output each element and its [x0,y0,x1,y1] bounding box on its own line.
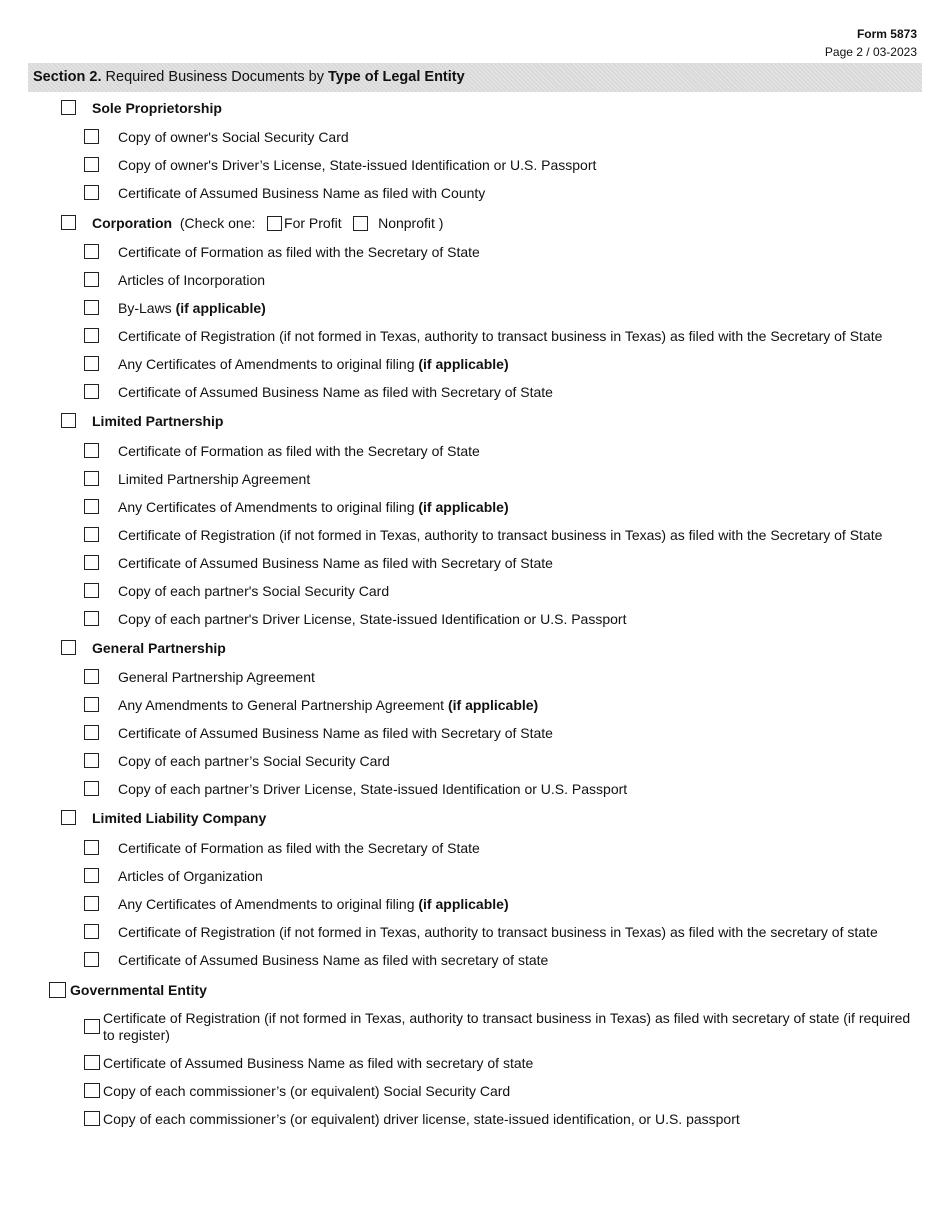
document-label: Copy of each partner's Social Security Card [118,583,390,599]
checkbox[interactable] [84,583,99,598]
document-label: Certificate of Assumed Business Name as filed with Secretary of State [118,725,553,741]
nonprofit-checkbox[interactable] [353,216,368,231]
checkbox[interactable] [84,527,99,542]
checkbox[interactable] [84,924,99,939]
entity-label: Sole Proprietorship [92,100,222,116]
document-label: By-Laws (if applicable) [118,300,266,316]
checkbox[interactable] [84,129,99,144]
checkbox[interactable] [84,384,99,399]
document-label: Limited Partnership Agreement [118,471,311,487]
checkbox[interactable] [84,840,99,855]
document-label: General Partnership Agreement [118,669,315,685]
for-profit-checkbox[interactable] [267,216,282,231]
checkbox[interactable] [84,443,99,458]
checkbox[interactable] [84,669,99,684]
checkbox[interactable] [84,157,99,172]
nonprofit-label: Nonprofit ) [378,215,444,231]
corporation-line [92,213,443,233]
document-label: Articles of Incorporation [118,272,266,288]
checkbox[interactable] [84,356,99,371]
document-label: Certificate of Assumed Business Name as filed with County [118,185,486,201]
document-label: Certificate of Assumed Business Name as filed with Secretary of State [118,555,553,571]
document-label: Certificate of Registration (if not formed in Texas, authority to transact business in Texas) as filed with the Secretary of State [118,328,883,344]
checkbox[interactable] [84,896,99,911]
checkbox[interactable] [84,697,99,712]
document-label: Copy of each partner’s Social Security Card [118,753,390,769]
document-label: Copy of owner's Social Security Card [118,129,349,145]
checkbox[interactable] [84,328,99,343]
checkbox[interactable] [61,413,76,428]
page-info: Page 2 / 03-2023 [824,45,917,59]
document-label: Certificate of Assumed Business Name as filed with Secretary of State [118,384,553,400]
checkbox[interactable] [84,781,99,796]
checkbox[interactable] [84,611,99,626]
entity-label: Limited Partnership [92,413,224,429]
section-2-header [28,63,922,92]
document-label: Copy of each partner's Driver License, State-issued Identification or U.S. Passport [118,611,627,627]
document-label: Certificate of Formation as filed with the Secretary of State [118,244,480,260]
checkbox[interactable] [61,640,76,655]
checkbox[interactable] [49,982,66,998]
document-label: Certificate of Registration (if not formed in Texas, authority to transact business in Texas) as filed with the secretary of state [118,924,878,940]
check-one-label: (Check one: [179,215,256,231]
for-profit-label: For Profit [284,215,342,231]
checkbox[interactable] [84,300,99,315]
form-header [825,27,917,60]
document-label: Copy of each partner’s Driver License, State-issued Identification or U.S. Passport [118,781,628,797]
checkbox[interactable] [84,952,99,967]
document-label: Certificate of Assumed Business Name as filed with secretary of state [118,952,549,968]
checkbox[interactable] [84,1055,100,1070]
section-label: Section 2. [33,69,102,85]
checkbox[interactable] [84,1083,100,1098]
checkbox[interactable] [84,244,99,259]
checkbox[interactable] [84,499,99,514]
checkbox[interactable] [84,753,99,768]
document-label: Certificate of Registration (if not formed in Texas, authority to transact business in Texas) as filed with secretary of state (if required to register) [103,1010,911,1043]
document-label: Certificate of Formation as filed with the Secretary of State [118,840,480,856]
document-label: Any Certificates of Amendments to original filing (if applicable) [118,499,509,515]
checkbox[interactable] [84,555,99,570]
checkbox[interactable] [84,868,99,883]
checkbox[interactable] [61,100,76,115]
document-label: Copy of each commissioner’s (or equivalent) driver license, state-issued identification, or U.S. passport [103,1111,740,1127]
section-text: Required Business Documents by [101,69,328,85]
checkbox[interactable] [61,215,76,230]
checkbox[interactable] [84,725,99,740]
document-label: Copy of each commissioner’s (or equivalent) Social Security Card [103,1083,511,1099]
entity-label: General Partnership [92,640,226,656]
entity-label: Corporation [92,215,173,231]
checkbox[interactable] [84,185,99,200]
entity-label: Governmental Entity [70,982,207,998]
document-label: Certificate of Registration (if not formed in Texas, authority to transact business in Texas) as filed with the Secretary of State [118,527,883,543]
document-label: Any Amendments to General Partnership Agreement (if applicable) [118,697,539,713]
document-label: Articles of Organization [118,868,263,884]
checkbox[interactable] [84,1111,100,1126]
checkbox[interactable] [61,810,76,825]
document-label: Any Certificates of Amendments to original filing (if applicable) [118,896,509,912]
form-number: Form 5873 [856,27,917,41]
entity-label: Limited Liability Company [92,810,267,826]
document-label: Certificate of Formation as filed with the Secretary of State [118,443,480,459]
section-bold-tail: Type of Legal Entity [327,69,465,85]
document-label: Certificate of Assumed Business Name as filed with secretary of state [103,1055,534,1071]
document-label: Copy of owner's Driver’s License, State-issued Identification or U.S. Passport [118,157,597,173]
checkbox[interactable] [84,1019,100,1034]
document-label: Any Certificates of Amendments to original filing (if applicable) [118,356,509,372]
checkbox[interactable] [84,471,99,486]
checkbox[interactable] [84,272,99,287]
